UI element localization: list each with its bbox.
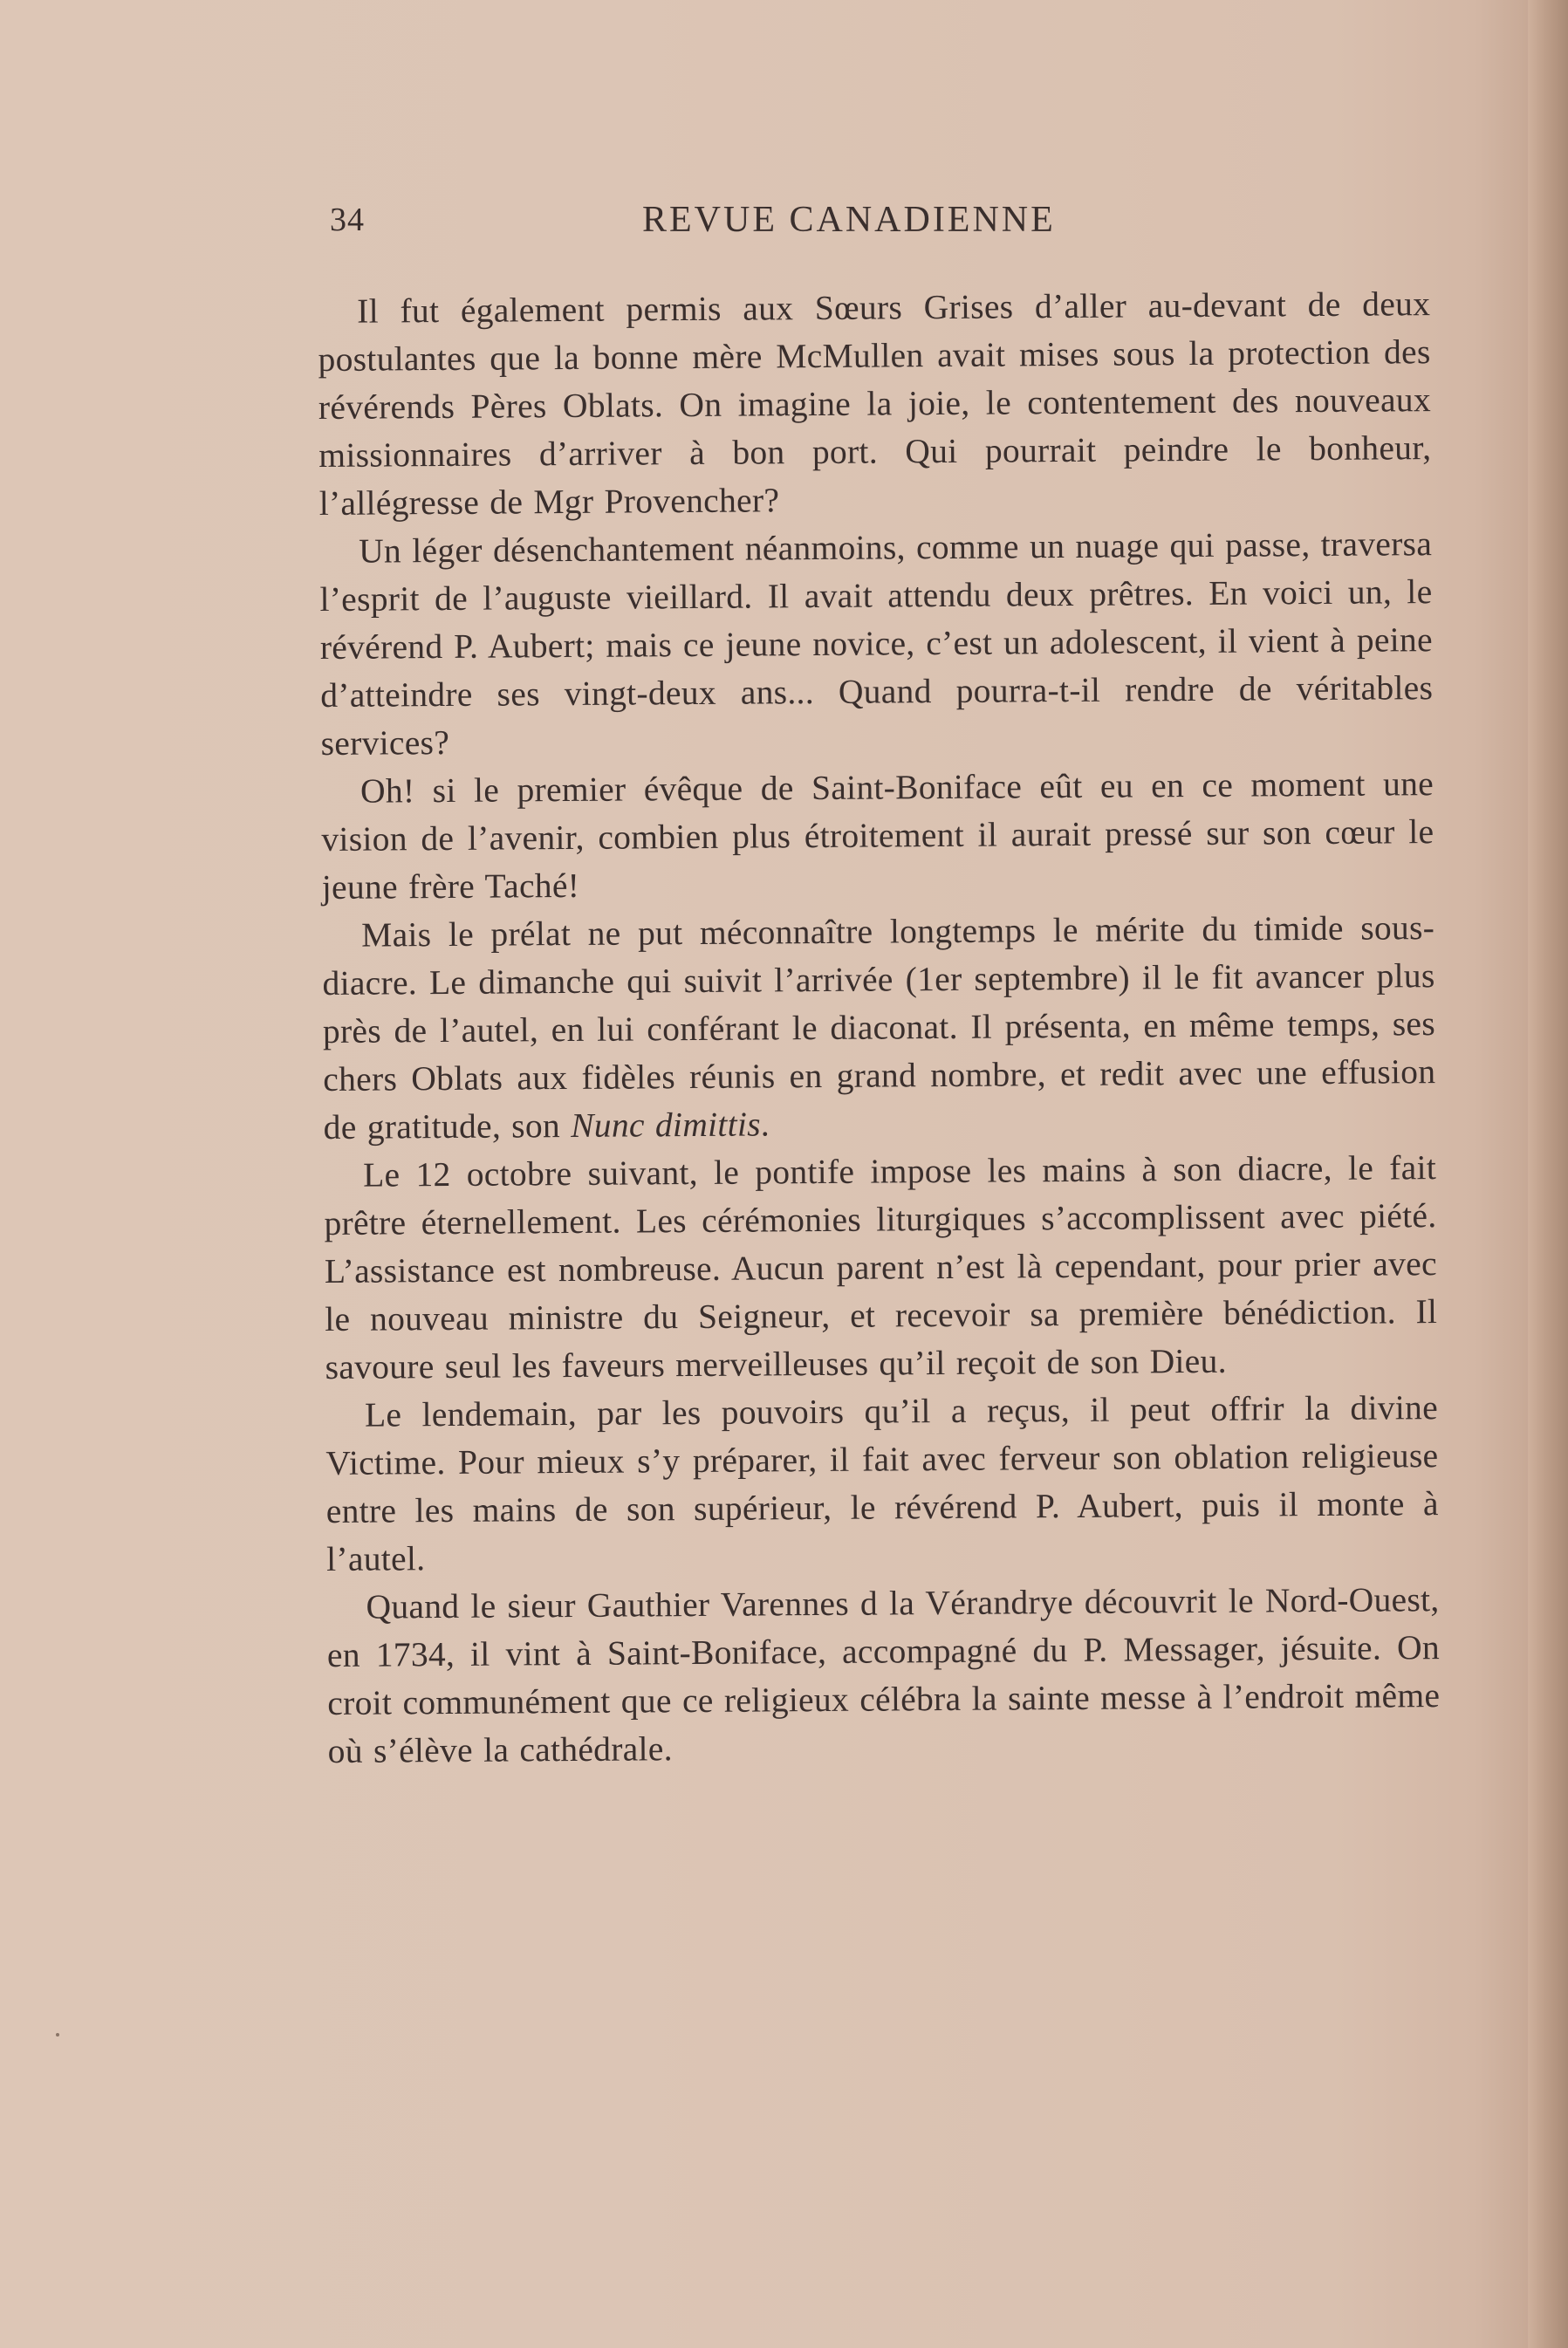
paragraph-7: Quand le sieur Gauthier Varennes d la Vérandrye découvrit le Nord-Ouest, en 1734, il vint à Saint-Boniface, accompagné du P. Messager, jésuite. On croit communément que ce religieux célébra la sainte messe à l’endroit même où s’élève la cathédrale. — [326, 1580, 1441, 1770]
paragraph-4-text: Mais le prélat ne put méconnaître longtemps le mérite du timide sous-diacre. Le dimanche qui suivit l’arrivée (1er septembre) il le fit avancer plus près de l’autel, en lui conférant le diaconat. Il présenta, en même temps, ses chers Oblats aux fidèles réunis en grand nombre, et redit avec une effusion de gratitude, son — [322, 908, 1436, 1147]
page-edge — [1528, 0, 1568, 2348]
running-head — [330, 194, 1429, 246]
ink-speck — [56, 2033, 59, 2037]
paragraph-3: Oh! si le premier évêque de Saint-Boniface eût eu en ce moment une vision de l’avenir, combien plus étroitement il aurait pressé sur son cœur le jeune frère Taché! — [321, 764, 1434, 907]
page-number: 34 — [330, 202, 365, 238]
paragraph-5: Le 12 octobre suivant, le pontife impose les mains à son diacre, le fait prêtre éternellement. Les cérémonies liturgiques s’accomplissent avec piété. L’assistance est nombreuse. Aucun parent n’est là cependant, pour prier avec le nouveau ministre du Seigneur, et recevoir sa première bénédiction. Il savoure seul les faveurs merveilleuses qu’il reçoit de son Dieu. — [324, 1148, 1438, 1386]
paragraph-4-end: . — [760, 1105, 770, 1144]
journal-title: REVUE CANADIENNE — [642, 200, 1056, 240]
paragraph-1: Il fut également permis aux Sœurs Grises d’aller au-devant de deux postulantes que la bonne mère McMullen avait mises sous la protection des révérends Pères Oblats. On imagine la joie, le contentement des nouveaux missionnaires d’arriver à bon port. Qui pourrait peindre le bonheur, l’allégresse de Mgr Provencher? — [318, 284, 1432, 523]
paragraph-2: Un léger désenchantement néanmoins, comme un nuage qui passe, traversa l’esprit de l’auguste vieillard. Il avait attendu deux prêtres. En voici un, le révérend P. Aubert; mais ce jeune novice, c’est un adolescent, il vient à peine d’atteindre ses vingt-deux ans... Quand pourra-t-il rendre de véritables services? — [319, 524, 1434, 763]
paragraph-4-italic-title: Nunc dimittis — [571, 1105, 761, 1145]
body-text — [318, 280, 1441, 1776]
paragraph-6: Le lendemain, par les pouvoirs qu’il a reçus, il peut offrir la divine Victime. Pour mieux s’y préparer, il fait avec ferveur son oblation religieuse entre les mains de son supérieur, le révérend P. Aubert, puis il monte à l’autel. — [325, 1388, 1439, 1578]
paragraph-4 — [322, 904, 1436, 1152]
